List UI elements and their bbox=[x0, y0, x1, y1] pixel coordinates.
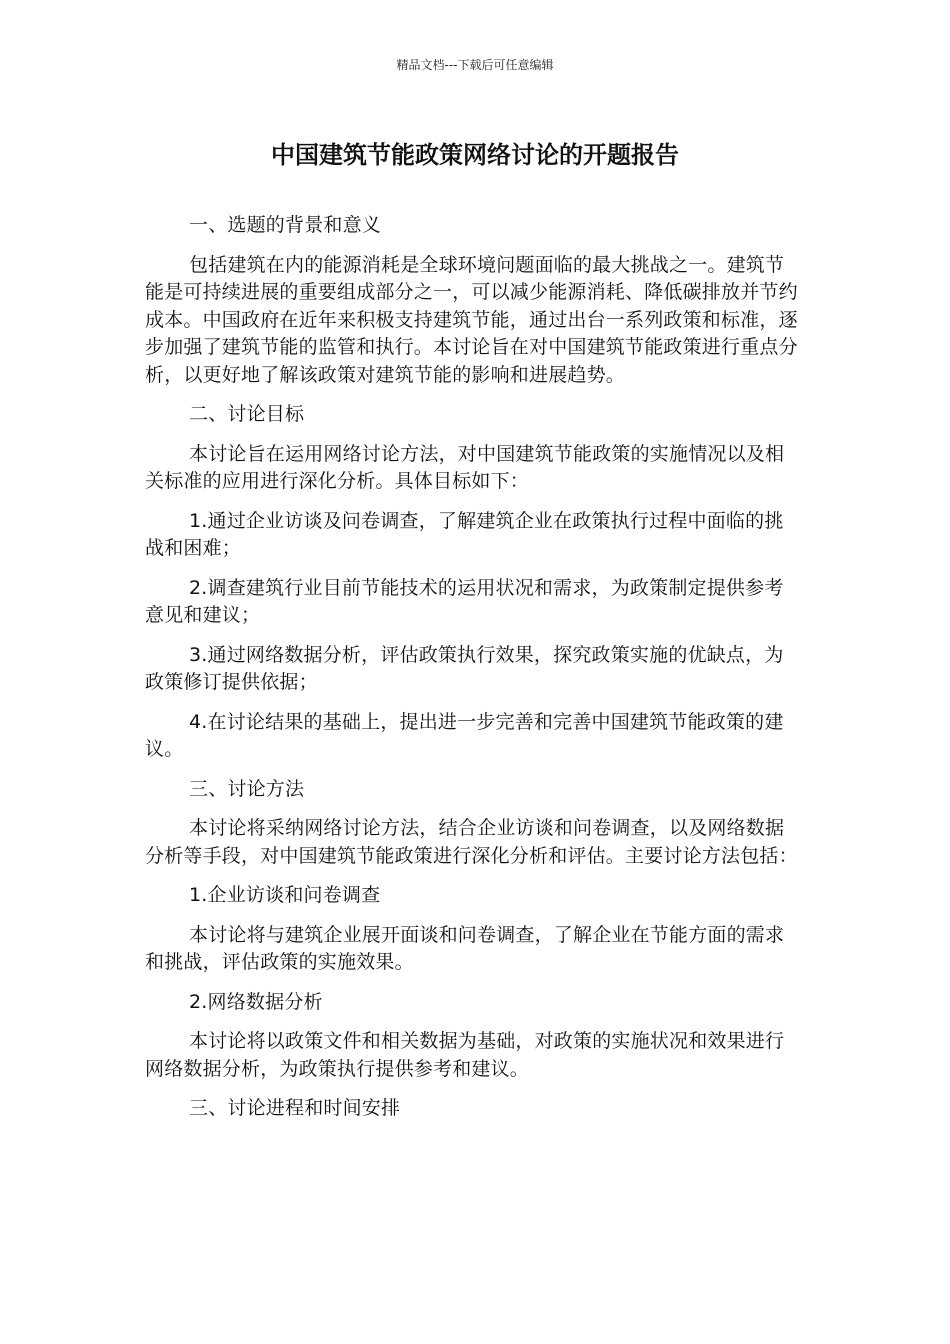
header-note: 精品文档---下载后可任意编辑 bbox=[396, 58, 554, 72]
document-body bbox=[145, 212, 800, 1135]
section-heading-goals: 二、讨论目标 bbox=[189, 403, 305, 425]
method-paragraph-1: 本讨论将与建筑企业展开面谈和问卷调查，了解企业在节能方面的需求和挑战，评估政策的实施效果。 bbox=[145, 923, 785, 973]
paragraph-goals-intro: 本讨论旨在运用网络讨论方法，对中国建筑节能政策的实施情况以及相关标准的应用进行深化分析。具体目标如下： bbox=[145, 442, 785, 492]
goal-item-1: 1.通过企业访谈及问卷调查，了解建筑企业在政策执行过程中面临的挑战和困难； bbox=[145, 509, 784, 559]
paragraph-methods-intro: 本讨论将采纳网络讨论方法，结合企业访谈和问卷调查，以及网络数据分析等手段，对中国建筑节能政策进行深化分析和评估。主要讨论方法包括： bbox=[145, 817, 798, 867]
goal-item-4: 4.在讨论结果的基础上，提出进一步完善和完善中国建筑节能政策的建议。 bbox=[145, 710, 784, 760]
goal-item-3: 3.通过网络数据分析，评估政策执行效果，探究政策实施的优缺点，为政策修订提供依据； bbox=[145, 643, 784, 693]
section-heading-background: 一、选题的背景和意义 bbox=[189, 214, 382, 236]
section-heading-methods: 三、讨论方法 bbox=[189, 777, 305, 800]
document-title: 中国建筑节能政策网络讨论的开题报告 bbox=[271, 141, 679, 169]
goal-item-2: 2.调查建筑行业目前节能技术的运用状况和需求，为政策制定提供参考意见和建议； bbox=[145, 576, 784, 626]
method-heading-1: 1.企业访谈和问卷调查 bbox=[189, 884, 381, 906]
section-heading-schedule: 三、讨论进程和时间安排 bbox=[189, 1097, 401, 1119]
paragraph-background: 包括建筑在内的能源消耗是全球环境问题面临的最大挑战之一。建筑节能是可持续进展的重要组成部分之一，可以减少能源消耗、降低碳排放并节约成本。中国政府在近年来积极支持建筑节能，通过出台一系列政策和标准，逐步加强了建筑节能的监管和执行。本讨论旨在对中国建筑节能政策进行重点分析，以更好地了解该政策对建筑节能的影响和进展趋势。 bbox=[145, 253, 798, 386]
method-heading-2: 2.网络数据分析 bbox=[189, 990, 323, 1013]
method-paragraph-2: 本讨论将以政策文件和相关数据为基础，对政策的实施状况和效果进行网络数据分析，为政策执行提供参考和建议。 bbox=[145, 1030, 785, 1080]
